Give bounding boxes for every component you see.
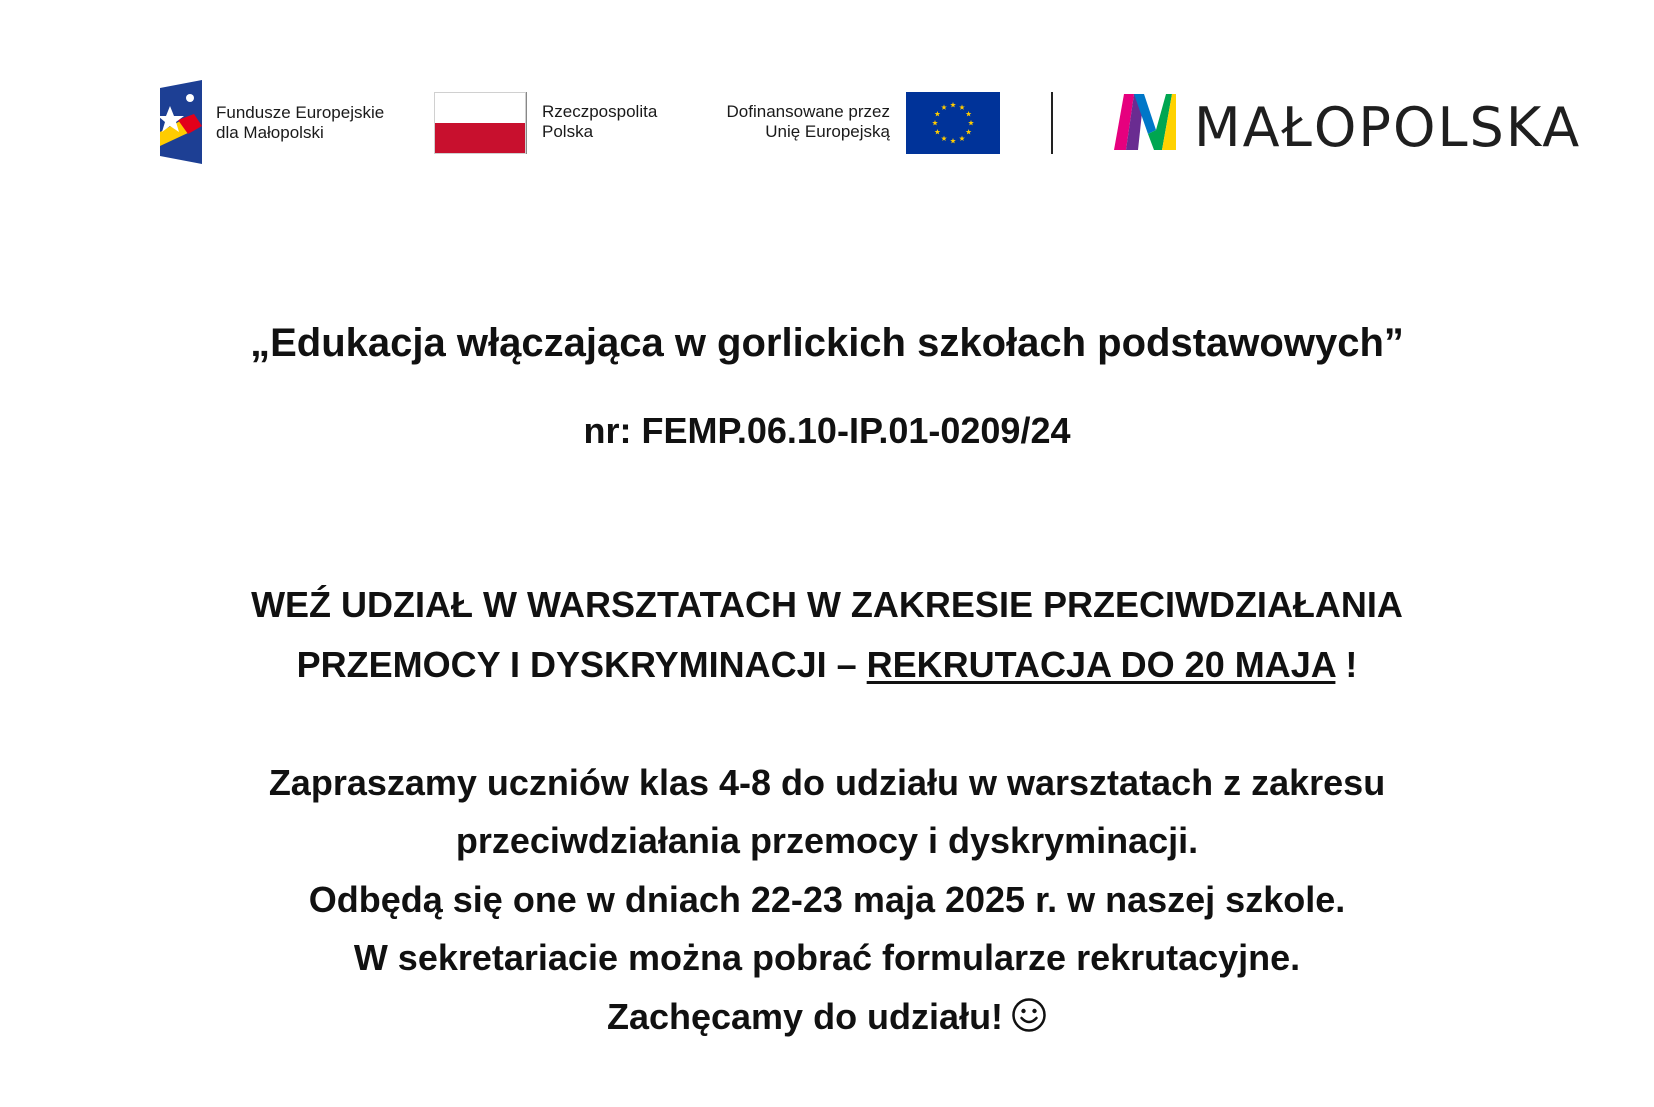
fe-logo-text bbox=[216, 103, 384, 143]
eu-logo-text bbox=[727, 102, 890, 142]
malopolska-m-icon bbox=[1114, 90, 1176, 154]
rp-logo-line2: Polska bbox=[542, 122, 594, 141]
project-number: nr: FEMP.06.10-IP.01-0209/24 bbox=[583, 410, 1071, 451]
smiley-icon bbox=[1011, 997, 1047, 1033]
body-line: W sekretariacie można pobrać formularze rekrutacyjne. bbox=[353, 937, 1301, 978]
eu-cofunded-logo bbox=[700, 92, 1000, 156]
fundusze-europejskie-logo bbox=[160, 80, 400, 164]
rzeczpospolita-polska-logo bbox=[434, 92, 674, 156]
malopolska-logo-text: MAŁOPOLSKA bbox=[1194, 96, 1582, 159]
announcement-heading-line2 bbox=[0, 642, 1654, 688]
closing-line bbox=[0, 994, 1654, 1040]
eu-flag-icon bbox=[906, 92, 1000, 154]
polish-flag-icon bbox=[434, 92, 526, 154]
recruitment-deadline: REKRUTACJA DO 20 MAJA bbox=[866, 644, 1336, 685]
rp-logo-line1: Rzeczpospolita bbox=[542, 102, 658, 121]
closing-text: Zachęcamy do udziału! bbox=[606, 996, 1004, 1037]
rp-logo-text bbox=[542, 102, 657, 142]
body-line: Odbędą się one w dniach 22-23 maja 2025 r. w naszej szkole. bbox=[308, 879, 1346, 920]
fe-logo-line2: dla Małopolski bbox=[216, 123, 324, 142]
malopolska-logo bbox=[1114, 90, 1582, 160]
body-line: Zapraszamy uczniów klas 4-8 do udziału w warsztatach z zakresu bbox=[268, 762, 1386, 803]
body-line: przeciwdziałania przemocy i dyskryminacji. bbox=[455, 820, 1199, 861]
logo-bar bbox=[0, 0, 1654, 190]
logo-divider bbox=[1051, 92, 1053, 154]
fe-flag-icon bbox=[160, 80, 202, 164]
fe-logo-line1: Fundusze Europejskie bbox=[216, 103, 385, 122]
rp-separator bbox=[526, 92, 527, 154]
heading-line2-suffix: ! bbox=[1335, 644, 1358, 685]
eu-logo-line2: Unię Europejską bbox=[765, 122, 890, 141]
announcement-heading-line1: WEŹ UDZIAŁ W WARSZTATACH W ZAKRESIE PRZECIWDZIAŁANIA bbox=[251, 584, 1403, 625]
heading-line2-prefix: PRZEMOCY I DYSKRYMINACJI – bbox=[296, 644, 867, 685]
project-title: „Edukacja włączająca w gorlickich szkołach podstawowych” bbox=[250, 321, 1404, 365]
eu-logo-line1: Dofinansowane przez bbox=[726, 102, 890, 121]
